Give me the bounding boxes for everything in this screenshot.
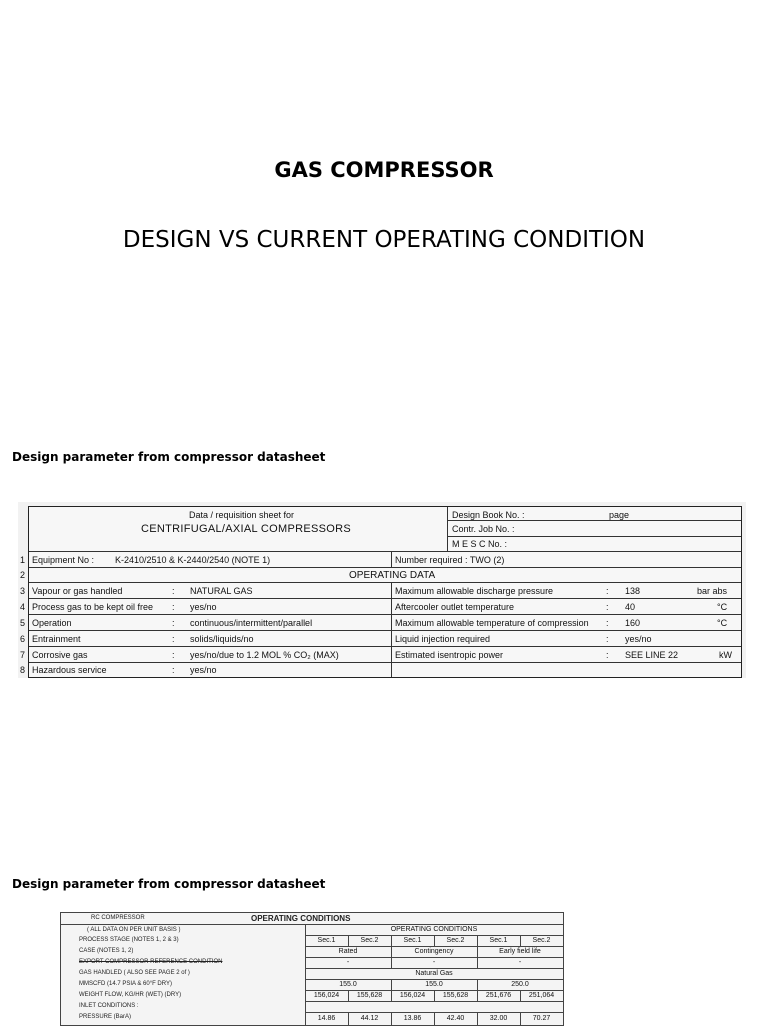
left-label: Vapour or gas handled bbox=[32, 586, 123, 596]
colon: : bbox=[172, 634, 175, 644]
row-label: PROCESS STAGE (NOTES 1, 2 & 3) bbox=[79, 937, 179, 943]
equipment-value: K-2410/2510 & K-2440/2540 (NOTE 1) bbox=[115, 555, 271, 565]
weight-cell: 156,024 bbox=[399, 992, 426, 999]
colon: : bbox=[172, 618, 175, 628]
stage-cell: Sec.1 bbox=[317, 937, 336, 944]
divider bbox=[391, 935, 392, 968]
right-unit: °C bbox=[717, 602, 728, 612]
pressure-cell: 70.27 bbox=[532, 1015, 551, 1022]
divider bbox=[305, 979, 563, 980]
case-cell: Rated bbox=[338, 948, 358, 955]
pressure-cell: 14.86 bbox=[317, 1015, 336, 1022]
row-label: CASE (NOTES 1, 2) bbox=[79, 948, 134, 954]
op-cond-label: OPERATING CONDITIONS bbox=[390, 926, 478, 933]
colon: : bbox=[172, 586, 175, 596]
page-title: GAS COMPRESSOR bbox=[274, 158, 494, 182]
colon: : bbox=[606, 634, 609, 644]
divider bbox=[477, 1012, 478, 1025]
row-label: GAS HANDLED ( ALSO SEE PAGE 2 of ) bbox=[79, 970, 190, 976]
right-value: SEE LINE 22 bbox=[625, 650, 679, 660]
operating-conditions-heading: OPERATING CONDITIONS bbox=[251, 914, 351, 923]
divider bbox=[305, 968, 563, 969]
right-label: Maximum allowable temperature of compression bbox=[395, 618, 589, 628]
divider bbox=[29, 646, 741, 647]
weight-cell: 156,024 bbox=[313, 992, 340, 999]
header-title: CENTRIFUGAL/AXIAL COMPRESSORS bbox=[141, 523, 351, 535]
row-number: 5 bbox=[20, 618, 26, 628]
left-value: yes/no bbox=[190, 602, 217, 612]
all-data-note: ( ALL DATA ON PER UNIT BASIS ) bbox=[87, 927, 181, 933]
divider bbox=[477, 935, 478, 968]
right-label: Aftercooler outlet temperature bbox=[395, 602, 515, 612]
divider bbox=[447, 520, 741, 521]
contr-job-no: Contr. Job No. : bbox=[452, 524, 515, 534]
row-number: 2 bbox=[20, 570, 26, 580]
left-label: Entrainment bbox=[32, 634, 81, 644]
datasheet-table bbox=[20, 506, 742, 678]
divider bbox=[391, 1012, 392, 1025]
header-small: Data / requisition sheet for bbox=[189, 510, 295, 520]
page-label: page bbox=[609, 510, 630, 520]
page-subtitle: DESIGN VS CURRENT OPERATING CONDITION bbox=[122, 227, 646, 253]
divider bbox=[29, 551, 741, 552]
colon: : bbox=[606, 602, 609, 612]
divider bbox=[305, 957, 563, 958]
divider bbox=[305, 1001, 563, 1002]
operating-data-heading: OPERATING DATA bbox=[349, 570, 436, 581]
divider bbox=[29, 662, 741, 663]
left-value: solids/liquids/no bbox=[190, 634, 254, 644]
pressure-cell: 44.12 bbox=[360, 1015, 379, 1022]
colon: : bbox=[172, 650, 175, 660]
left-value: NATURAL GAS bbox=[190, 586, 253, 596]
left-value: yes/no/due to 1.2 MOL % CO₂ (MAX) bbox=[190, 650, 339, 660]
weight-cell: 155,628 bbox=[442, 992, 469, 999]
divider bbox=[61, 924, 563, 925]
left-value: continuous/intermittent/parallel bbox=[190, 618, 313, 628]
row-number: 3 bbox=[20, 586, 26, 596]
divider bbox=[29, 614, 741, 615]
row-number: 8 bbox=[20, 665, 26, 675]
caption-datasheet-2: Design parameter from compressor datasheet bbox=[12, 877, 326, 891]
caption-datasheet-1: Design parameter from compressor datasheet bbox=[12, 450, 326, 464]
mmscfd-cell: 155.0 bbox=[339, 981, 357, 988]
design-book-no: Design Book No. : bbox=[452, 510, 525, 520]
pressure-cell: 13.86 bbox=[403, 1015, 422, 1022]
divider bbox=[520, 935, 521, 946]
divider bbox=[348, 935, 349, 946]
divider bbox=[477, 979, 478, 990]
right-label: Liquid injection required bbox=[395, 634, 491, 644]
row-label: EXPORT COMPRESSOR REFERENCE CONDITION bbox=[79, 959, 223, 965]
stage-cell: Sec.1 bbox=[489, 937, 508, 944]
dash-cell: - bbox=[432, 959, 436, 966]
right-value: 160 bbox=[625, 618, 641, 628]
divider bbox=[391, 979, 392, 990]
number-required: Number required : TWO (2) bbox=[395, 555, 505, 565]
mmscfd-cell: 250.0 bbox=[511, 981, 529, 988]
gas-cell: Natural Gas bbox=[415, 970, 453, 977]
case-cell: Early field life bbox=[499, 948, 541, 955]
stage-cell: Sec.2 bbox=[446, 937, 465, 944]
pressure-cell: 32.00 bbox=[489, 1015, 508, 1022]
weight-cell: 251,064 bbox=[528, 992, 555, 999]
row-number: 6 bbox=[20, 634, 26, 644]
divider bbox=[520, 990, 521, 1001]
divider bbox=[391, 990, 392, 1001]
left-label: Hazardous service bbox=[32, 665, 107, 675]
divider bbox=[447, 536, 741, 537]
mmscfd-cell: 155.0 bbox=[425, 981, 443, 988]
right-unit: °C bbox=[717, 618, 728, 628]
stage-cell: Sec.1 bbox=[403, 937, 422, 944]
case-cell: Contingency bbox=[414, 948, 454, 955]
divider bbox=[520, 1012, 521, 1025]
divider bbox=[447, 507, 448, 551]
left-value: yes/no bbox=[190, 665, 217, 675]
divider bbox=[391, 551, 392, 567]
row-number: 7 bbox=[20, 650, 26, 660]
left-label: Corrosive gas bbox=[32, 650, 88, 660]
right-value: yes/no bbox=[625, 634, 652, 644]
divider bbox=[29, 630, 741, 631]
right-label: Maximum allowable discharge pressure bbox=[395, 586, 554, 596]
dash-cell: - bbox=[346, 959, 350, 966]
stage-cell: Sec.2 bbox=[532, 937, 551, 944]
row-label: INLET CONDITIONS : bbox=[79, 1003, 139, 1009]
divider bbox=[434, 1012, 435, 1025]
divider bbox=[434, 990, 435, 1001]
divider bbox=[29, 582, 741, 583]
rc-compressor: RC COMPRESSOR bbox=[91, 915, 145, 921]
divider bbox=[29, 567, 741, 568]
right-unit: bar abs bbox=[697, 586, 728, 596]
row-number: 1 bbox=[20, 555, 26, 565]
row-label: MMSCFD (14.7 PSIA & 60°F DRY) bbox=[79, 981, 172, 987]
divider bbox=[348, 1012, 349, 1025]
weight-cell: 155,628 bbox=[356, 992, 383, 999]
row-label: PRESSURE (BarA) bbox=[79, 1014, 132, 1020]
divider bbox=[305, 946, 563, 947]
divider bbox=[477, 990, 478, 1001]
colon: : bbox=[172, 665, 175, 675]
equipment-label: Equipment No : bbox=[32, 555, 95, 565]
dash-cell: - bbox=[518, 959, 522, 966]
pressure-cell: 42.40 bbox=[446, 1015, 465, 1022]
colon: : bbox=[172, 602, 175, 612]
weight-cell: 251,676 bbox=[485, 992, 512, 999]
stage-cell: Sec.2 bbox=[360, 937, 379, 944]
divider bbox=[29, 598, 741, 599]
datasheet-scan-1 bbox=[18, 502, 746, 678]
datasheet-scan-2 bbox=[60, 912, 564, 1026]
row-number: 4 bbox=[20, 602, 26, 612]
row-label: WEIGHT FLOW, KG/HR (WET) (DRY) bbox=[79, 992, 182, 998]
left-label: Operation bbox=[32, 618, 72, 628]
colon: : bbox=[606, 586, 609, 596]
right-label: Estimated isentropic power bbox=[395, 650, 504, 660]
divider bbox=[348, 990, 349, 1001]
divider bbox=[434, 935, 435, 946]
right-unit: kW bbox=[719, 650, 732, 660]
colon: : bbox=[606, 618, 609, 628]
right-value: 40 bbox=[625, 602, 636, 612]
right-value: 138 bbox=[625, 586, 641, 596]
left-label: Process gas to be kept oil free bbox=[32, 602, 154, 612]
mesc-no: M E S C No. : bbox=[452, 539, 508, 549]
colon: : bbox=[606, 650, 609, 660]
